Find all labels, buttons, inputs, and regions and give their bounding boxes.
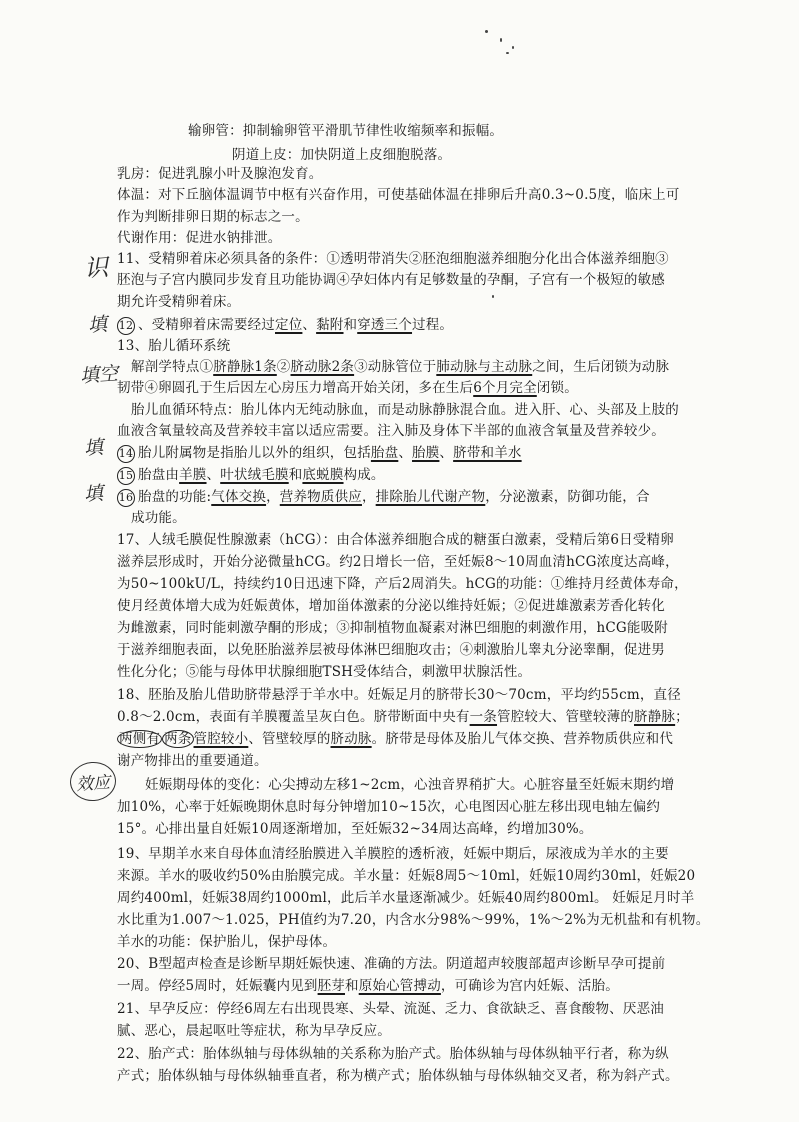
scan-speck [506, 52, 509, 54]
text-line: 解剖学特点①脐静脉1条②脐动脉2条③动脉管位于肺动脉与主动脉之间，生后闭锁为动脉 [131, 359, 670, 375]
text-line: 15°。心排出量自妊娠10周逐渐增加，至妊娠32~34周达高峰，约增加30%。 [117, 821, 593, 837]
underlined-term: 肺动脉与主动脉 [436, 359, 533, 375]
text-line: 血液含氧量较高及营养较丰富以适应需要。注入肺及身体下半部的血液含氧量及营养较少。 [117, 423, 665, 439]
item-number: 14 [117, 445, 135, 463]
underlined-term: 胎盘 [370, 445, 399, 461]
text-line: 输卵管：抑制输卵管平滑肌节律性收缩频率和振幅。 [188, 123, 504, 139]
text-line: 为雌激素，同时能刺激孕酮的形成；③抑制植物血凝素对淋巴细胞的刺激作用，hCG能吸附 [117, 620, 669, 636]
text-line: 作为判断排卵日期的标志之一。 [117, 209, 309, 225]
text-line: 胚泡与子宫内膜同步发育且功能协调④孕妇体内有足够数量的孕酮，子宫有一个极短的敏感 [117, 272, 665, 288]
circled-term: 两侧有 [119, 731, 161, 747]
text-line: 17、人绒毛膜促性腺激素（hCG）：由合体滋养细胞合成的糖蛋白激素，受精后第6日受精卵 [117, 532, 674, 548]
text-line: 谢产物排出的重要通道。 [117, 753, 268, 769]
margin-note: 效应 [69, 760, 118, 802]
text-line: 腻、恶心，晨起呕吐等症状，称为早孕反应。 [117, 1023, 391, 1039]
margin-note: 填 [87, 313, 108, 337]
text-line: 胎儿血循环特点：胎儿体内无纯动脉血，而是动脉静脉混合血。进入肝、心、头部及上肢的 [131, 402, 679, 418]
underlined-term: 管腔较小 [193, 731, 249, 747]
text-line: 体温：对下丘脑体温调节中枢有兴奋作用，可使基础体温在排卵后升高0.3~0.5度，临床上可 [117, 187, 680, 203]
underlined-term: 穿透三个 [357, 317, 413, 333]
text-line: 22、胎产式：胎体纵轴与母体纵轴的关系称为胎产式。胎体纵轴与母体纵轴平行者，称为纵 [117, 1046, 669, 1062]
text-line: 16 胎盘的功能:气体交换，营养物质供应，排除胎儿代谢产物，分泌激素，防御功能，合 [118, 489, 650, 505]
text-line: 0.8～2.0cm，表面有羊膜覆盖呈灰白色。脐带断面中央有一条管腔较大、管壁较薄的脐静脉； [117, 709, 689, 725]
underlined-term: 叶状绒毛膜 [220, 467, 289, 483]
text-line: 代谢作用：促进水钠排泄。 [117, 230, 282, 246]
underlined-term: 底蜕膜 [302, 467, 344, 483]
text-line: 羊水的功能：保护胎儿，保护母体。 [117, 934, 337, 950]
underlined-term: 一条 [469, 709, 498, 725]
margin-note: 填空 [79, 362, 119, 388]
underlined-term: 胚芽 [317, 978, 345, 994]
text-line: 滋养层形成时，开始分泌微量hCG。约2日增长一倍，至妊娠8～10周血清hCG浓度达高峰， [117, 554, 679, 570]
text-line: 来源。羊水的吸收约50%由胎膜完成。羊水量：妊娠8周5～10ml，妊娠10周约30ml，妊娠20 [117, 868, 696, 884]
scan-speck [492, 295, 494, 298]
underlined-term: 脐动脉 [330, 731, 372, 747]
text-line: 12 、受精卵着床需要经过定位、黏附和穿透三个过程。 [118, 317, 454, 333]
margin-note: 填 [83, 482, 104, 506]
text-line: 使月经黄体增大成为妊娠黄体，增加甾体激素的分泌以维持妊娠；②促进雄激素芳香化转化 [117, 598, 665, 614]
item-number: 12 [117, 317, 135, 335]
text-line: 一周。停经5周时，妊娠囊内见到胚芽和原始心管搏动，可确诊为宫内妊娠、活胎。 [117, 978, 620, 994]
margin-note: 填 [83, 436, 104, 460]
underlined-term: 排除胎儿代谢产物 [375, 489, 486, 505]
text-line: 20、B型超声检查是诊断早期妊娠快速、准确的方法。阴道超声较腹部超声诊断早孕可提前 [117, 956, 666, 972]
text-line: 阴道上皮：加快阴道上皮细胞脱落。 [232, 147, 452, 163]
underlined-term: 6个月完全 [473, 380, 537, 396]
text-line: 14 胎儿附属物是指胎儿以外的组织，包括胎盘、胎膜、脐带和羊水 [118, 445, 522, 461]
underlined-term: 原始心管搏动 [358, 978, 441, 994]
text-line: 18、胚胎及胎儿借助脐带悬浮于羊水中。妊娠足月的脐带长30～70cm，平均约55cm，直径 [117, 687, 681, 703]
scan-speck [500, 38, 502, 42]
text-line: 11、受精卵着床必须具备的条件：①透明带消失②胚泡细胞滋养细胞分化出合体滋养细胞③ [117, 251, 669, 267]
text-line: 19、早期羊水来自母体血清经胎膜进入羊膜腔的透析液，妊娠中期后，尿液成为羊水的主要 [117, 846, 669, 862]
text-line: 15 胎盘由羊膜、叶状绒毛膜和底蜕膜构成。 [118, 467, 385, 483]
scan-speck [512, 46, 514, 49]
text-line: 韧带④卵圆孔于生后因左心房压力增高开始关闭，多在生后6个月完全闭锁。 [117, 380, 578, 396]
underlined-term: 营养物质供应 [279, 489, 362, 505]
text-line: 妊娠期母体的变化：心尖搏动左移1~2cm，心浊音界稍扩大。心脏容量至妊娠末期约增 [145, 777, 675, 793]
text-line: 乳房：促进乳腺小叶及腺泡发育。 [117, 166, 323, 182]
text-line: 于滋养细胞表面，以免胚胎滋养层被母体淋巴细胞攻击；④刺激胎儿睾丸分泌睾酮，促进男 [117, 642, 665, 658]
text-line: 性化分化；⑤能与母体甲状腺细胞TSH受体结合，刺激甲状腺活性。 [117, 664, 532, 680]
text-line: 为50~100kU/L，持续约10日迅速下降，产后2周消失。hCG的功能：①维持月经黄体寿命， [117, 576, 688, 592]
circled-term: 两条 [164, 731, 192, 747]
underlined-term: 定位 [275, 317, 303, 333]
underlined-term: 胎膜 [412, 445, 440, 461]
text-line: 期允许受精卵着床。 [117, 294, 241, 310]
text-line: 两侧有 两条 管腔较小、管壁较厚的脐动脉。脐带是母体及胎儿气体交换、营养物质供应和代 [119, 731, 674, 747]
underlined-term: 脐动脉2条 [290, 359, 355, 375]
underlined-term: 脐静脉1条 [213, 359, 277, 375]
item-number: 16 [117, 489, 135, 507]
text-line: 13、胎儿循环系统 [117, 338, 231, 354]
item-number: 15 [117, 467, 135, 485]
underlined-term: 黏附 [316, 317, 344, 333]
underlined-term: 羊膜 [179, 467, 207, 483]
text-line: 水比重为1.007～1.025，PH值约为7.20，内含水分98%～99%，1%～2%为无机盐和有机物。 [117, 912, 710, 928]
underlined-term: 脐带和羊水 [453, 445, 522, 461]
text-line: 周约400ml，妊娠38周约1000ml，此后羊水量逐渐减少。妊娠40周约800ml。 妊娠足月时羊 [117, 890, 695, 906]
underlined-term: 气体交换 [211, 489, 267, 505]
scan-speck [485, 30, 488, 33]
margin-note: 识 [83, 253, 110, 283]
text-line: 21、早孕反应：停经6周左右出现畏寒、头晕、流涎、乏力、食欲缺乏、喜食酸物、厌恶油 [117, 1001, 664, 1017]
text-line: 成功能。 [131, 510, 186, 526]
text-line: 产式；胎体纵轴与母体纵轴垂直者，称为横产式；胎体纵轴与母体纵轴交叉者，称为斜产式。 [117, 1068, 679, 1084]
text-line: 加10%，心率于妊娠晚期休息时每分钟增加10~15次，心电图因心脏左移出现电轴左偏约 [117, 799, 661, 815]
underlined-term: 脐静脉 [634, 709, 676, 725]
